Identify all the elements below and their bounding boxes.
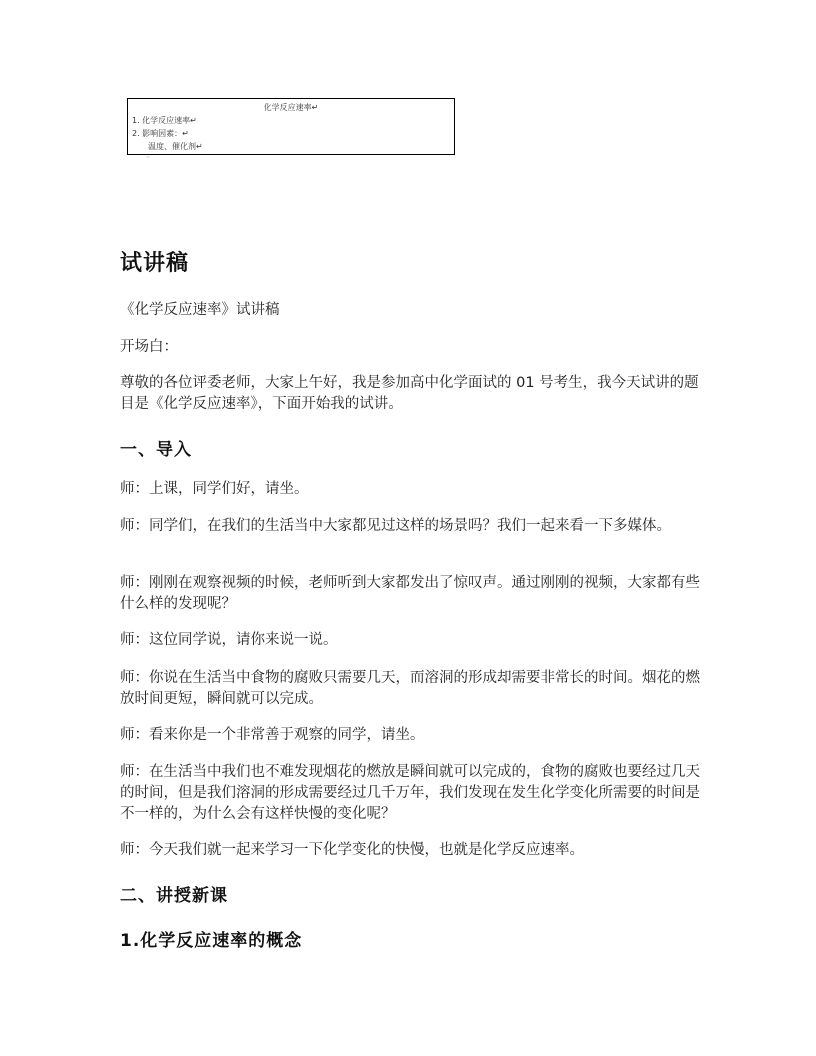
section-1-title: 一、导入 [120, 440, 192, 460]
paragraph-4: 师：这位同学说，请你来说一说。 [120, 632, 338, 648]
board-footnote-mark: ~ [146, 155, 151, 161]
paragraph-8: 师：今天我们就一起来学习一下化学变化的快慢，也就是化学反应速率。 [120, 842, 584, 858]
board-line-1: 1. 化学反应速率↵ [132, 116, 197, 125]
board-line-3: 温度、催化剂↵ [148, 142, 203, 151]
blackboard-thumbnail [127, 98, 455, 155]
paragraph-6: 师：看来你是一个非常善于观察的同学，请坐。 [120, 727, 425, 743]
board-line-2: 2. 影响因素：↵ [132, 129, 189, 138]
opening-paragraph: 尊敬的各位评委老师，大家上午好，我是参加高中化学面试的 01 号考生，我今天试讲的题目是《化学反应速率》，下面开始我的试讲。 [120, 375, 699, 412]
document-subtitle: 《化学反应速率》试讲稿 [120, 302, 280, 318]
section-2-subtitle: 1.化学反应速率的概念 [120, 931, 303, 951]
opening-label: 开场白： [120, 339, 178, 355]
document-heading: 试讲稿 [120, 251, 190, 276]
section-2-title: 二、讲授新课 [120, 886, 228, 906]
paragraph-3: 师：刚刚在观察视频的时候，老师听到大家都发出了惊叹声。通过刚刚的视频，大家都有些什么样的发现呢？ [120, 575, 700, 612]
board-title: 化学反应速率↵ [263, 103, 319, 112]
paragraph-7: 师：在生活当中我们也不难发现烟花的燃放是瞬间就可以完成的，食物的腐败也要经过几天的时间，但是我们溶洞的形成需要经过几千万年，我们发现在发生化学变化所需要的时间是不一样的，为什么会有这样快慢的变化呢？ [120, 764, 700, 822]
paragraph-2: 师：同学们，在我们的生活当中大家都见过这样的场景吗？我们一起来看一下多媒体。 [120, 518, 671, 534]
paragraph-5: 师：你说在生活当中食物的腐败只需要几天，而溶洞的形成却需要非常长的时间。烟花的燃放时间更短，瞬间就可以完成。 [120, 670, 700, 707]
paragraph-1: 师：上课，同学们好，请坐。 [120, 481, 309, 497]
